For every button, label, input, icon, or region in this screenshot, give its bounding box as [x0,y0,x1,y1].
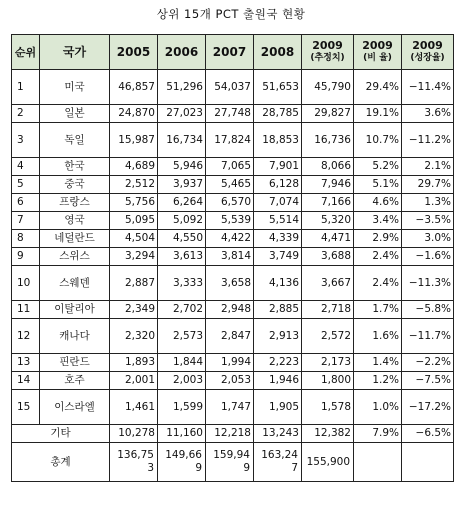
cell-2009-share: 1.2% [354,372,402,390]
cell-2009-share: 2.4% [354,248,402,266]
cell-2009-share: 5.2% [354,158,402,176]
cell-2006: 2,702 [158,301,206,319]
cell-2006: 3,613 [158,248,206,266]
table-row [12,301,454,319]
cell-total-2009-estimate: 155,900 [302,443,354,482]
header-2007: 2007 [206,35,254,70]
cell-2006: 3,333 [158,266,206,301]
header-2009-estimate-year: 2009 [312,39,343,52]
cell-2009-estimate: 1,578 [302,390,354,425]
cell-2009-estimate: 8,066 [302,158,354,176]
cell-rank: 11 [12,301,40,319]
cell-2005: 2,320 [110,319,158,354]
cell-2009-estimate: 16,736 [302,123,354,158]
cell-2006: 16,734 [158,123,206,158]
header-2009-share-year: 2009 [362,39,393,52]
cell-2009-share: 1.0% [354,390,402,425]
table-row [12,70,454,105]
cell-rank: 10 [12,266,40,301]
cell-2008: 5,514 [254,212,302,230]
cell-other-2007: 12,218 [206,425,254,443]
cell-2009-growth: −5.8% [402,301,454,319]
cell-country: 한국 [40,158,110,176]
cell-2009-estimate: 3,688 [302,248,354,266]
table-row [12,158,454,176]
cell-2009-share: 1.4% [354,354,402,372]
cell-2005: 3,294 [110,248,158,266]
cell-2007: 17,824 [206,123,254,158]
table-row [12,123,454,158]
cell-2009-growth: −7.5% [402,372,454,390]
cell-country: 영국 [40,212,110,230]
cell-2006: 3,937 [158,176,206,194]
cell-rank: 4 [12,158,40,176]
cell-rank: 2 [12,105,40,123]
cell-2006: 1,599 [158,390,206,425]
table-row-other [12,425,454,443]
cell-2007: 5,465 [206,176,254,194]
cell-2009-growth: −11.7% [402,319,454,354]
cell-2007: 1,994 [206,354,254,372]
cell-2009-growth: −11.4% [402,70,454,105]
cell-country: 핀란드 [40,354,110,372]
cell-2007: 27,748 [206,105,254,123]
cell-2006: 51,296 [158,70,206,105]
cell-country: 독일 [40,123,110,158]
cell-2007: 7,065 [206,158,254,176]
cell-2007: 3,814 [206,248,254,266]
cell-2009-share: 2.9% [354,230,402,248]
pct-applicant-table [11,34,454,482]
cell-2005: 5,756 [110,194,158,212]
cell-2009-growth: 29.7% [402,176,454,194]
cell-2007: 54,037 [206,70,254,105]
table-row [12,176,454,194]
cell-2009-estimate: 4,471 [302,230,354,248]
table-row [12,230,454,248]
cell-rank: 3 [12,123,40,158]
cell-2009-estimate: 29,827 [302,105,354,123]
cell-country: 네덜란드 [40,230,110,248]
cell-2008: 28,785 [254,105,302,123]
cell-2009-estimate: 5,320 [302,212,354,230]
table-row-total [12,443,454,482]
header-2009-growth-sub: (성장율) [410,53,445,63]
cell-2006: 2,573 [158,319,206,354]
cell-2008: 3,749 [254,248,302,266]
cell-2008: 51,653 [254,70,302,105]
cell-2009-share: 29.4% [354,70,402,105]
cell-total-2009-growth [402,443,454,482]
cell-2005: 4,504 [110,230,158,248]
cell-country: 캐나다 [40,319,110,354]
cell-country: 프랑스 [40,194,110,212]
cell-2006: 4,550 [158,230,206,248]
header-2009-estimate-sub: (추정치) [310,53,345,63]
cell-2009-estimate: 2,572 [302,319,354,354]
cell-2007: 3,658 [206,266,254,301]
header-rank: 순위 [12,35,40,70]
cell-2007: 4,422 [206,230,254,248]
cell-other-2009-growth: −6.5% [402,425,454,443]
cell-2008: 2,913 [254,319,302,354]
cell-2005: 15,987 [110,123,158,158]
header-2006: 2006 [158,35,206,70]
cell-2005: 2,887 [110,266,158,301]
cell-total-2009-share [354,443,402,482]
cell-rank: 1 [12,70,40,105]
cell-2005: 1,893 [110,354,158,372]
header-2009-estimate [302,35,354,70]
cell-other-2009-estimate: 12,382 [302,425,354,443]
cell-rank: 9 [12,248,40,266]
cell-other-label: 기타 [12,425,110,443]
cell-rank: 6 [12,194,40,212]
cell-2009-share: 2.4% [354,266,402,301]
cell-2007: 1,747 [206,390,254,425]
cell-country: 이탈리아 [40,301,110,319]
cell-2008: 2,885 [254,301,302,319]
cell-total-label: 총계 [12,443,110,482]
cell-2009-estimate: 2,173 [302,354,354,372]
cell-rank: 13 [12,354,40,372]
cell-2005: 46,857 [110,70,158,105]
cell-2009-share: 3.4% [354,212,402,230]
cell-2006: 1,844 [158,354,206,372]
cell-country: 미국 [40,70,110,105]
header-country: 국가 [40,35,110,70]
cell-2009-growth: −17.2% [402,390,454,425]
cell-2006: 2,003 [158,372,206,390]
cell-country: 이스라엘 [40,390,110,425]
cell-2005: 5,095 [110,212,158,230]
cell-2005: 2,349 [110,301,158,319]
cell-2009-growth: −11.3% [402,266,454,301]
header-2009-growth [402,35,454,70]
cell-2008: 7,074 [254,194,302,212]
cell-2008: 7,901 [254,158,302,176]
header-2009-share-sub: (비 율) [363,53,392,63]
header-2009-growth-year: 2009 [412,39,443,52]
cell-2009-estimate: 1,800 [302,372,354,390]
cell-rank: 5 [12,176,40,194]
table-row [12,372,454,390]
cell-country: 일본 [40,105,110,123]
table-row [12,266,454,301]
cell-total-2008: 163,247 [254,443,302,482]
cell-2007: 2,948 [206,301,254,319]
cell-total-2007: 159,949 [206,443,254,482]
cell-2009-growth: 3.0% [402,230,454,248]
header-2005: 2005 [110,35,158,70]
cell-2009-share: 10.7% [354,123,402,158]
cell-2009-estimate: 7,166 [302,194,354,212]
cell-country: 중국 [40,176,110,194]
cell-2006: 5,946 [158,158,206,176]
cell-2009-growth: 1.3% [402,194,454,212]
cell-country: 스위스 [40,248,110,266]
cell-2006: 5,092 [158,212,206,230]
table-row [12,248,454,266]
cell-2008: 4,339 [254,230,302,248]
cell-2008: 6,128 [254,176,302,194]
cell-2005: 2,001 [110,372,158,390]
cell-2009-growth: −1.6% [402,248,454,266]
table-row [12,212,454,230]
table-row [12,390,454,425]
cell-2005: 24,870 [110,105,158,123]
table-row [12,105,454,123]
cell-rank: 15 [12,390,40,425]
cell-2008: 2,223 [254,354,302,372]
cell-other-2008: 13,243 [254,425,302,443]
cell-2009-share: 5.1% [354,176,402,194]
cell-2009-growth: −11.2% [402,123,454,158]
cell-2007: 5,539 [206,212,254,230]
cell-2009-estimate: 3,667 [302,266,354,301]
cell-2008: 18,853 [254,123,302,158]
table-row [12,354,454,372]
cell-other-2006: 11,160 [158,425,206,443]
cell-2006: 27,023 [158,105,206,123]
cell-2005: 1,461 [110,390,158,425]
cell-rank: 14 [12,372,40,390]
cell-total-2006: 149,669 [158,443,206,482]
header-row [12,35,454,70]
cell-total-2005: 136,753 [110,443,158,482]
table-row [12,319,454,354]
cell-2009-share: 19.1% [354,105,402,123]
cell-2007: 2,053 [206,372,254,390]
cell-2009-share: 1.6% [354,319,402,354]
cell-country: 호주 [40,372,110,390]
header-2009-share [354,35,402,70]
cell-2008: 4,136 [254,266,302,301]
cell-2006: 6,264 [158,194,206,212]
cell-2007: 2,847 [206,319,254,354]
cell-2009-estimate: 7,946 [302,176,354,194]
cell-2007: 6,570 [206,194,254,212]
cell-rank: 7 [12,212,40,230]
cell-2005: 4,689 [110,158,158,176]
cell-2009-share: 4.6% [354,194,402,212]
cell-2008: 1,946 [254,372,302,390]
cell-other-2009-share: 7.9% [354,425,402,443]
cell-rank: 8 [12,230,40,248]
cell-2009-growth: −2.2% [402,354,454,372]
cell-2009-growth: 3.6% [402,105,454,123]
table-row [12,194,454,212]
cell-rank: 12 [12,319,40,354]
table-body [12,70,454,482]
cell-2009-growth: −3.5% [402,212,454,230]
header-2008: 2008 [254,35,302,70]
cell-other-2005: 10,278 [110,425,158,443]
cell-country: 스웨덴 [40,266,110,301]
cell-2009-estimate: 2,718 [302,301,354,319]
cell-2009-growth: 2.1% [402,158,454,176]
cell-2009-estimate: 45,790 [302,70,354,105]
cell-2005: 2,512 [110,176,158,194]
cell-2009-share: 1.7% [354,301,402,319]
cell-2008: 1,905 [254,390,302,425]
table-title: 상위 15개 PCT 출원국 현황 [156,7,306,21]
